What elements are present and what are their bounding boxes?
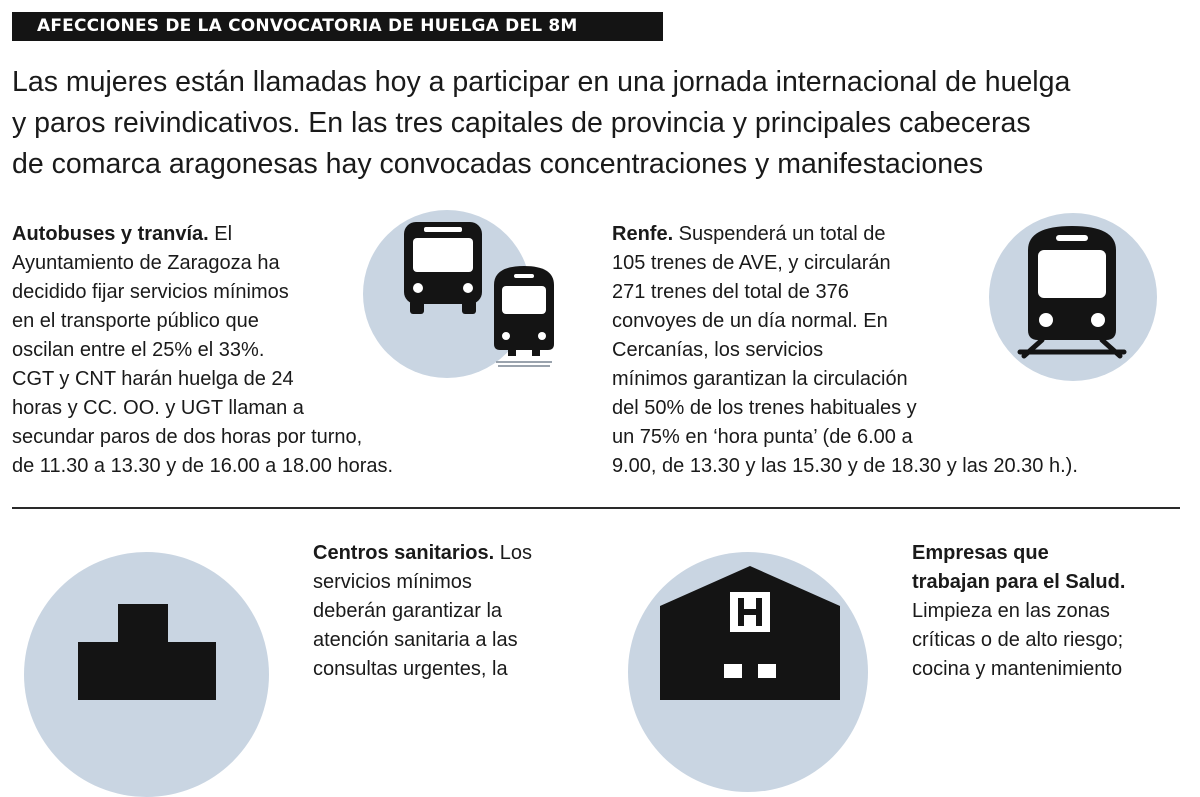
autobuses-text: decidido fijar servicios mínimos	[12, 281, 289, 303]
renfe-text: Suspenderá un total de	[673, 223, 886, 245]
renfe-text: un 75% en ‘hora punta’ (de 6.00 a	[612, 426, 913, 448]
autobuses-text: de 11.30 a 13.30 y de 16.00 a 18.00 horas.	[12, 455, 394, 477]
renfe-text: 105 trenes de AVE, y circularán	[612, 252, 891, 274]
empresas-text: Limpieza en las zonas	[912, 600, 1110, 622]
autobuses-title: Autobuses y tranvía.	[12, 223, 209, 245]
intro-line: y paros reivindicativos. En las tres capitales de provincia y principales cabeceras	[12, 107, 1031, 139]
empresas-text: cocina y mantenimiento	[912, 658, 1123, 680]
renfe-text: convoyes de un día normal. En	[612, 310, 888, 332]
empresas-title: Empresas que	[912, 542, 1049, 564]
autobuses-text: en el transporte público que	[12, 310, 259, 332]
empresas-text-block	[912, 539, 1125, 684]
sanitarios-text: Los	[494, 542, 532, 564]
sanitarios-text: consultas urgentes, la	[313, 658, 508, 680]
autobuses-text: horas y CC. OO. y UGT llaman a	[12, 397, 304, 419]
empresas-title: trabajan para el Salud.	[912, 571, 1126, 593]
autobuses-text: oscilan entre el 25% el 33%.	[12, 339, 265, 361]
autobuses-text: Ayuntamiento de Zaragoza ha	[12, 252, 280, 274]
renfe-text: del 50% de los trenes habituales y	[612, 397, 917, 419]
empresas-text: críticas o de alto riesgo;	[912, 629, 1124, 651]
sanitarios-text: servicios mínimos	[313, 571, 472, 593]
autobuses-text: El	[208, 223, 233, 245]
sanitarios-text: deberán garantizar la	[313, 600, 503, 622]
sanitarios-title: Centros sanitarios.	[313, 542, 495, 564]
renfe-text: mínimos garantizan la circulación	[612, 368, 908, 390]
autobuses-text: CGT y CNT harán huelga de 24	[12, 368, 294, 390]
renfe-title: Renfe.	[612, 223, 674, 245]
section-header-tag: AFECCIONES DE LA CONVOCATORIA DE HUELGA DEL 8M	[12, 12, 663, 41]
renfe-text: 271 trenes del total de 376	[612, 281, 849, 303]
sanitarios-text: atención sanitaria a las	[313, 629, 518, 651]
autobuses-text: secundar paros de dos horas por turno,	[12, 426, 363, 448]
renfe-text: Cercanías, los servicios	[612, 339, 824, 361]
intro-line: Las mujeres están llamadas hoy a participar en una jornada internacional de huelga	[12, 66, 1071, 98]
intro-line: de comarca aragonesas hay convocadas concentraciones y manifestaciones	[12, 148, 984, 180]
renfe-text: 9.00, de 13.30 y las 15.30 y de 18.30 y las 20.30 h.).	[612, 455, 1078, 477]
